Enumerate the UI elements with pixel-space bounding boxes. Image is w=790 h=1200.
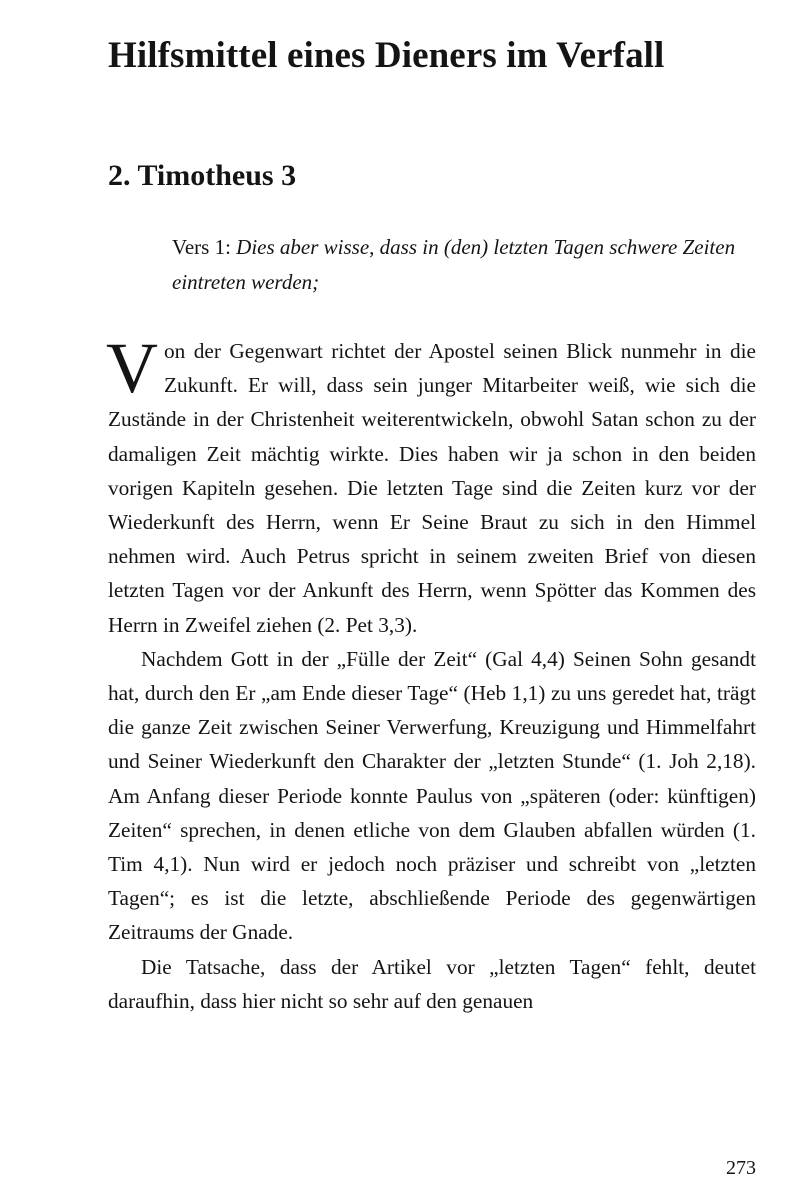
book-page [108, 0, 756, 1200]
page-number: 273 [726, 1157, 756, 1179]
chapter-title: Hilfsmittel eines Dieners im Verfall [108, 35, 665, 76]
drop-cap: V [106, 328, 158, 408]
body-text [106, 328, 756, 1018]
verse-quote [172, 230, 756, 300]
verse-label: Vers 1: [172, 235, 237, 259]
paragraph-1 [106, 328, 756, 642]
verse-text: Dies aber wisse, dass in (den) letzten Tagen schwere Zeiten eintreten werden; [172, 235, 736, 294]
section-title: 2. Timotheus 3 [108, 159, 297, 192]
paragraph-1-text: on der Gegenwart richtet der Apostel seinen Blick nunmehr in die Zukunft. Er will, dass sein junger Mitarbeiter weiß, wie sich die Zustände in der Christenheit weiterentwickeln, obwohl Satan schon zu der damaligen Zeit mächtig wirkte. Dies haben wir ja schon in den beiden vorigen Kapiteln gesehen. Die letzten Tage sind die Zeiten kurz vor der Wiederkunft des Herrn, wenn Er Seine Braut zu sich in den Himmel nehmen wird. Auch Petrus spricht in seinem zweiten Brief von diesen letzten Tagen vor der Ankunft des Herrn, wenn Spötter das Kommen des Herrn in Zweifel ziehen (2. Pet 3,3). [108, 339, 756, 637]
paragraph-2: Nachdem Gott in der „Fülle der Zeit“ (Gal 4,4) Seinen Sohn gesandt hat, durch den Er „am Ende dieser Tage“ (Heb 1,1) zu uns geredet hat, trägt die ganze Zeit zwischen Seiner Verwerfung, Kreuzigung und Himmelfahrt und Seiner Wiederkunft den Charakter der „letzten Stunde“ (1. Joh 2,18). Am Anfang dieser Periode konnte Paulus von „späteren (oder: künftigen) Zeiten“ sprechen, in denen etliche von dem Glauben abfallen würden (1. Tim 4,1). Nun wird er jedoch noch präziser und schreibt von „letzten Tagen“; es ist die letzte, abschließende Periode des gegenwärtigen Zeitraums der Gnade. [108, 646, 756, 945]
paragraph-3: Die Tatsache, dass der Artikel vor „letzten Tagen“ fehlt, deutet daraufhin, dass hier nicht so sehr auf den genauen [108, 954, 756, 1013]
